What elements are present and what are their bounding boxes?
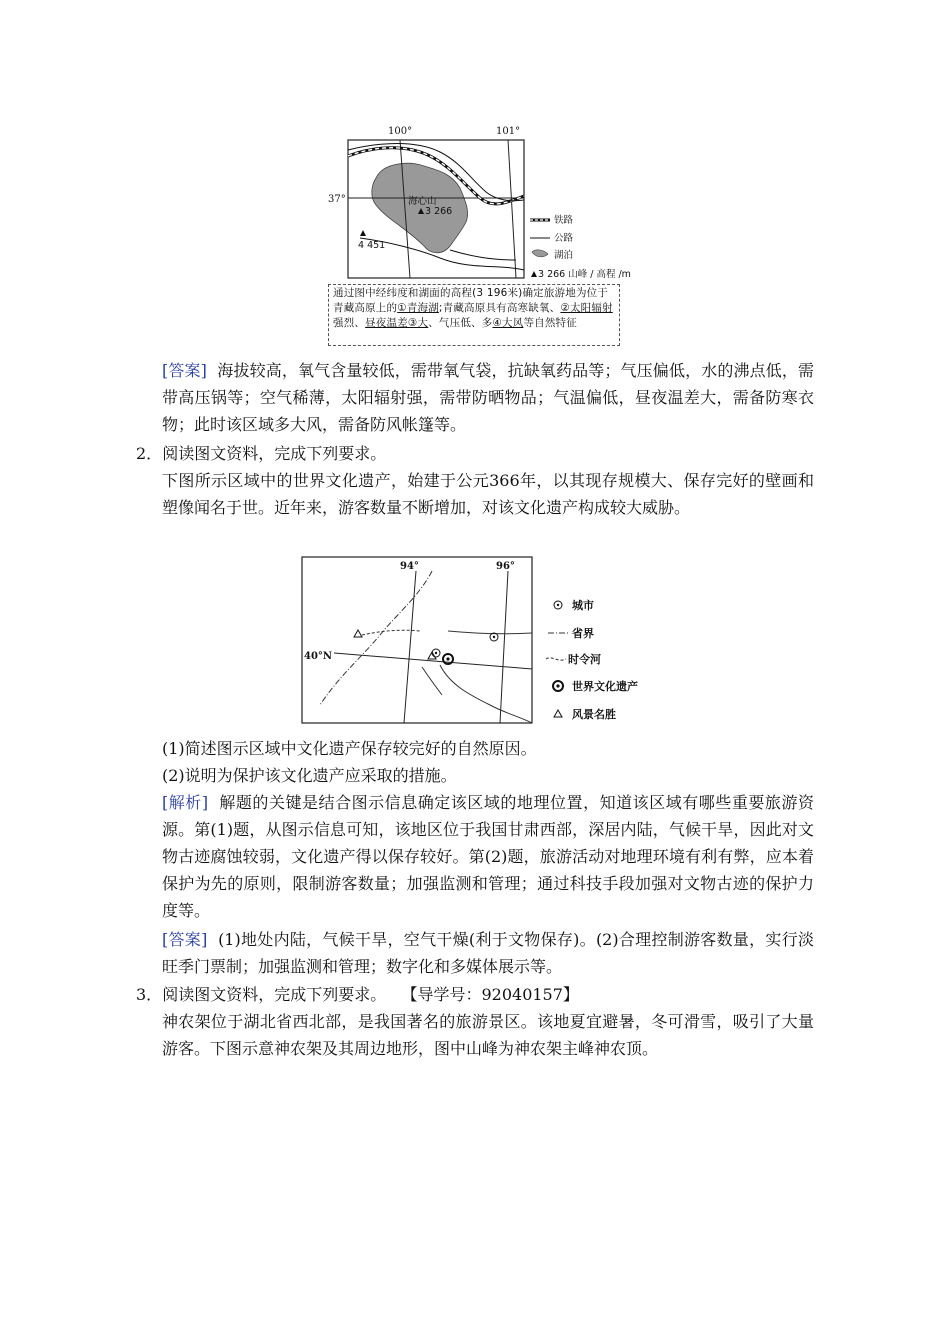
meridian-94 xyxy=(404,571,416,723)
legend-road: 公路 xyxy=(554,233,574,244)
q3-number: 3． xyxy=(136,985,163,1004)
meridian-96 xyxy=(500,571,508,723)
dunhuang-map xyxy=(300,555,670,727)
peak-elevation: 3 266 xyxy=(425,206,453,217)
q2-material: 下图所示区域中的世界文化遗产，始建于公元366年，以其现存规模大、保存完好的壁画和塑像闻名于世。近年来，游客数量不断增加，对该文化遗产构成较大威胁。 xyxy=(162,471,814,517)
meridian-101 xyxy=(508,140,516,278)
lon-label-101: 101° xyxy=(496,126,521,137)
q3-guide-number: 【导学号：92040157】 xyxy=(401,985,579,1004)
lon-label-100: 100° xyxy=(388,126,413,137)
lat-label-40n: 40°N xyxy=(304,651,333,662)
q3-prompt: 阅读图文资料，完成下列要求。 xyxy=(162,985,387,1004)
legend-city: 城市 xyxy=(572,599,594,612)
scenic-marker xyxy=(354,630,362,637)
legend-heritage: 世界文化遗产 xyxy=(572,680,638,693)
qinghai-lake-map xyxy=(320,120,650,285)
legend-scenic: 风景名胜 xyxy=(572,708,616,721)
peak-name: 海心山 xyxy=(408,196,437,207)
q2-number: 2． xyxy=(136,444,163,463)
lat-label-37: 37° xyxy=(328,194,346,205)
q2-answer: [答案] (1)地处内陆，气候干旱，空气干燥(利于文物保存)。(2)合理控制游客数量，实行淡旺季门票制；加强监测和管理；数字化和多媒体展示等。 xyxy=(162,930,814,976)
lake-shape xyxy=(372,163,468,252)
map2-frame xyxy=(302,557,532,723)
legend-peak: 3 266 山峰 / 高程 /m xyxy=(538,269,631,280)
peak-icon-left xyxy=(360,230,366,236)
legend-river: 时令河 xyxy=(568,653,601,666)
analysis-tag: [解析] xyxy=(162,793,209,812)
lon-label-96: 96° xyxy=(496,561,515,572)
peak-elevation-left: 4 451 xyxy=(358,240,386,251)
q2-heading xyxy=(136,440,386,467)
lon-label-94: 94° xyxy=(400,561,419,572)
q2-prompt: 阅读图文资料，完成下列要求。 xyxy=(162,444,387,463)
q2-analysis: [解析] 解题的关键是结合图示信息确定该区域的地理位置，知道该区域有哪些重要旅游资源。第(1)题，从图示信息可知，该地区位于我国甘肃西部，深居内陆，气候干旱，因此对文物古迹腐蚀较弱，文化遗产得以保存较好。第(2)题，旅游活动对地理环境有利有弊，应本着保护为先的原则，限制游客数量；加强监测和管理；通过科技手段加强对文物古迹的保护力度等。 xyxy=(162,793,814,920)
q1-answer: [答案] 海拔较高，氧气含量较低，需带氧气袋，抗缺氧药品等；气压偏低，水的沸点低，需带高压锅等；空气稀薄，太阳辐射强，需带防晒物品；气温偏低，昼夜温差大，需备防寒衣物；此时该区域多大风，需备防风帐篷等。 xyxy=(162,361,814,434)
answer-tag-2: [答案] xyxy=(162,930,208,949)
legend-railway: 铁路 xyxy=(554,215,574,226)
q2-sub2: (2)说明为保护该文化遗产应采取的措施。 xyxy=(162,766,457,785)
q3-heading xyxy=(136,981,579,1008)
legend-province-border: 省界 xyxy=(572,627,594,640)
map1-annotation: 通过图中经纬度和湖面的高程(3 196米)确定旅游地为位于青藏高原上的①青海湖;青藏高原具有高寒缺氧、②太阳辐射强烈、昼夜温差③大、气压低、多④大风等自然特征 xyxy=(328,284,620,346)
map1-legend xyxy=(530,214,631,280)
answer-tag: [答案] xyxy=(162,361,207,380)
q2-sub1: (1)简述图示区域中文化遗产保存较完好的自然原因。 xyxy=(162,739,537,758)
q3-material: 神农架位于湖北省西北部，是我国著名的旅游景区。该地夏宜避暑，冬可滑雪，吸引了大量游客。下图示意神农架及其周边地形，图中山峰为神农架主峰神农顶。 xyxy=(162,1012,814,1058)
province-border xyxy=(320,571,432,705)
legend-lake: 湖泊 xyxy=(554,250,574,261)
map2-legend xyxy=(546,598,638,721)
